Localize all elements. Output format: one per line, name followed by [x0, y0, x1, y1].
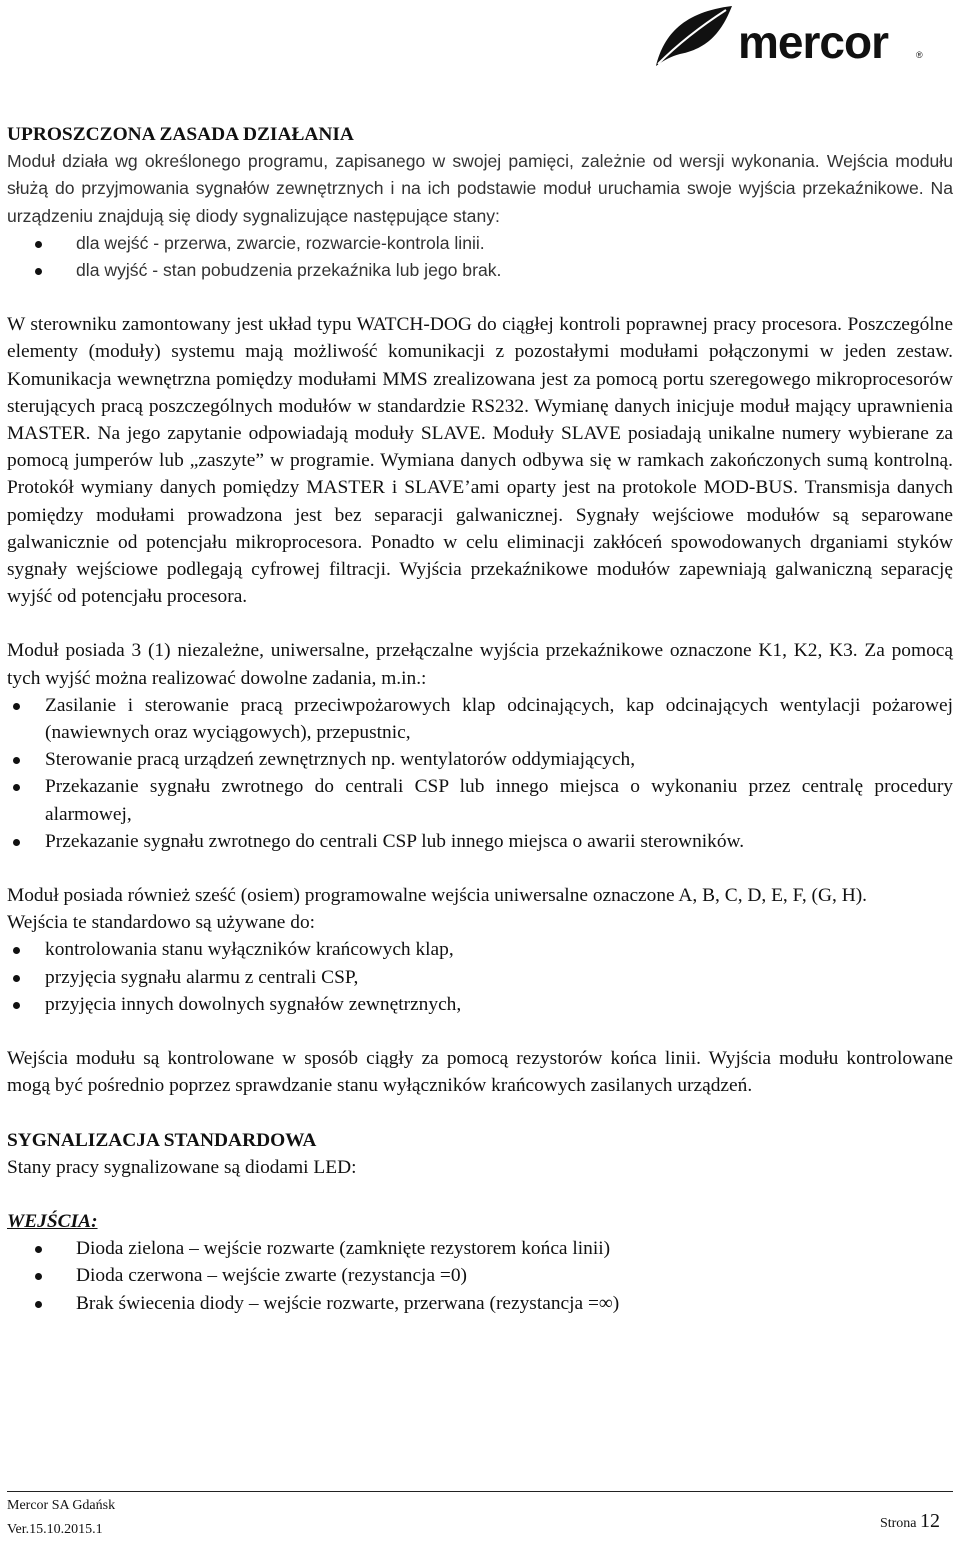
- bullet-icon: [13, 703, 20, 710]
- leaf-icon: [656, 6, 732, 66]
- section-title-signaling: SYGNALIZACJA STANDARDOWA: [7, 1129, 317, 1151]
- section-title-inputs: WEJŚCIA:: [7, 1210, 98, 1232]
- paragraph-operation: Moduł działa wg określonego programu, zapisanego w swojej pamięci, zależnie od wersji wykonania. Wejścia modułu służą do przyjmowania sygnałów zewnętrznych i na ich podstawie moduł uruchamia swoje wyjścia przekaźnikowe. Na urządzeniu znajdują się diody sygnalizujące następujące stany:: [7, 151, 953, 226]
- list-item: Zasilanie i sterowanie pracą przeciwpożarowych klap odcinających, kap odcinających wentylacji pożarowej (nawiewnych oraz wyciągowych), przepustnic,: [7, 692, 953, 746]
- list-diode-states: [7, 230, 953, 284]
- list-item: Przekazanie sygnału zwrotnego do centrali CSP lub innego miejsca o wykonaniu przez centralę procedury alarmowej,: [7, 773, 953, 827]
- paragraph-communication: W sterowniku zamontowany jest układ typu WATCH-DOG do ciągłej kontroli poprawnej pracy procesora. Poszczególne elementy (moduły) systemu mają możliwość komunikacji z pozostałymi modułami połączonymi w jeden zestaw. Komunikacja wewnętrzna pomiędzy modułami MMS zrealizowana jest za pomocą portu szeregowego mikroprocesorów sterujących pracą poszczególnych modułów w standardzie RS232. Wymianę danych inicjuje moduł mający uprawnienia MASTER. Na jego zapytanie odpowiadają moduły SLAVE. Moduły SLAVE posiadają unikalne numery wybierane za pomocą jumperów lub „zaszyte” w programie. Wymiana danych odbywa się w ramkach zakończonych sumą kontrolną. Protokół wymiany danych pomiędzy MASTER i SLAVE’ami oparty jest na protokole MOD-BUS. Transmisja danych pomiędzy modułami prowadzona jest bez separacji galwanicznej. Sygnały wejściowe modułów są separowane galwanicznie od potencjału mikroprocesora. Ponadto w celu eliminacji zakłóceń spowodowanych drganiami styków sygnały wejściowe podlegają cyfrowej filtracji. Wyjścia przekaźnikowe modułów zapewniają galwaniczną separację wyjść od potencjału procesora.: [7, 314, 953, 608]
- list-item: dla wejść - przerwa, zwarcie, rozwarcie-kontrola linii.: [7, 230, 953, 257]
- list-item: przyjęcia innych dowolnych sygnałów zewnętrznych,: [7, 991, 953, 1018]
- paragraph-led-states: Stany pracy sygnalizowane są diodami LED:: [7, 1156, 357, 1178]
- paragraph-inputs-usage: Wejścia te standardowo są używane do:: [7, 912, 316, 934]
- bullet-icon: [13, 947, 20, 954]
- section-title-operation: UPROSZCZONA ZASADA DZIAŁANIA: [7, 124, 354, 145]
- paragraph-line-monitoring: Wejścia modułu są kontrolowane w sposób ciągły za pomocą rezystorów końca linii. Wyjścia modułu kontrolowane mogą być pośrednio poprzez sprawdzanie stanu wyłączników krańcowych zasilanych urządzeń.: [7, 1048, 953, 1097]
- bullet-icon: [35, 1301, 42, 1308]
- list-item: przyjęcia sygnału alarmu z centrali CSP,: [7, 964, 953, 991]
- mercor-logo: [654, 4, 926, 70]
- page-number-value: 12: [920, 1510, 940, 1532]
- document-body: [7, 121, 953, 1317]
- bullet-icon: [35, 1273, 42, 1280]
- svg-text:®: ®: [916, 50, 923, 60]
- footer-version: Ver.15.10.2015.1: [7, 1522, 103, 1537]
- page-number: [880, 1510, 940, 1533]
- paragraph-relay-outputs: Moduł posiada 3 (1) niezależne, uniwersalne, przełączalne wyjścia przekaźnikowe oznaczone K1, K2, K3. Za pomocą tych wyjść można realizować dowolne zadania, m.in.:: [7, 640, 953, 689]
- list-item: Brak świecenia diody – wejście rozwarte, przerwana (rezystancja =∞): [7, 1290, 953, 1317]
- bullet-icon: [35, 1246, 42, 1253]
- svg-text:mercor: mercor: [738, 16, 888, 68]
- bullet-icon: [13, 839, 20, 846]
- bullet-icon: [13, 975, 20, 982]
- paragraph-inputs: Moduł posiada również sześć (osiem) programowalne wejścia uniwersalne oznaczone A, B, C, D, E, F, (G, H).: [7, 885, 868, 907]
- list-input-leds: [7, 1235, 953, 1317]
- bullet-icon: [13, 784, 20, 791]
- footer-info: [7, 1494, 115, 1542]
- bullet-icon: [13, 1002, 20, 1009]
- bullet-icon: [35, 268, 42, 275]
- list-item: dla wyjść - stan pobudzenia przekaźnika lub jego brak.: [7, 257, 953, 284]
- footer-divider: [7, 1491, 953, 1492]
- bullet-icon: [13, 757, 20, 764]
- list-item: kontrolowania stanu wyłączników krańcowych klap,: [7, 936, 953, 963]
- page-label: Strona: [879, 1516, 917, 1531]
- footer-company: Mercor SA Gdańsk: [7, 1498, 116, 1513]
- bullet-icon: [35, 241, 42, 248]
- list-item: Przekazanie sygnału zwrotnego do centrali CSP lub innego miejsca o awarii sterowników.: [7, 828, 953, 855]
- list-item: Sterowanie pracą urządzeń zewnętrznych np. wentylatorów oddymiających,: [7, 746, 953, 773]
- list-relay-uses: [7, 692, 953, 855]
- list-input-uses: [7, 936, 953, 1018]
- list-item: Dioda czerwona – wejście zwarte (rezystancja =0): [7, 1262, 953, 1289]
- list-item: Dioda zielona – wejście rozwarte (zamknięte rezystorem końca linii): [7, 1235, 953, 1262]
